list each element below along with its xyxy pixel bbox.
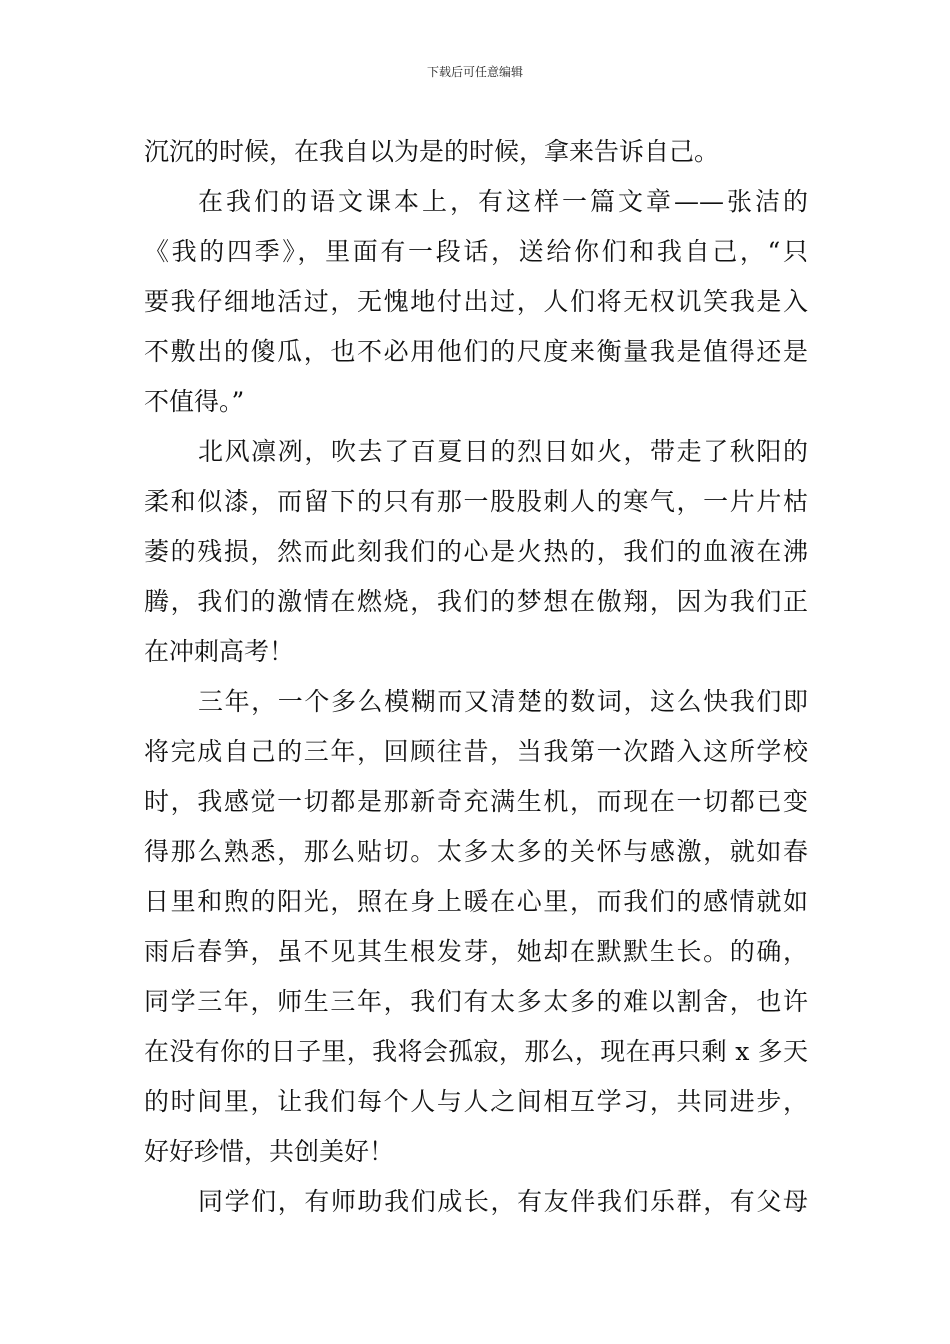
text-line: 在我们的语文课本上，有这样一篇文章——张洁的: [198, 187, 808, 216]
text-line: 同学三年，师生三年，我们有太多太多的难以割舍，也许: [144, 987, 808, 1016]
text-line: 雨后春笋，虽不见其生根发芽，她却在默默生长。的确，: [144, 937, 808, 966]
text-line: 不值得。”: [144, 387, 245, 416]
text-line: 沉沉的时候，在我自以为是的时候，拿来告诉自己。: [144, 137, 720, 166]
text-line: 萎的残损，然而此刻我们的心是火热的，我们的血液在沸: [144, 537, 808, 566]
text-line: 时，我感觉一切都是那新奇充满生机，而现在一切都已变: [144, 787, 808, 816]
text-line: 同学们，有师助我们成长，有友伴我们乐群，有父母: [198, 1187, 808, 1216]
text-line: 不敷出的傻瓜，也不必用他们的尺度来衡量我是值得还是: [144, 337, 808, 366]
text-line: 将完成自己的三年，回顾往昔，当我第一次踏入这所学校: [144, 737, 808, 766]
text-line: 在没有你的日子里，我将会孤寂，那么，现在再只剩 x 多天: [144, 1037, 808, 1066]
text-line: 日里和煦的阳光，照在身上暖在心里，而我们的感情就如: [144, 887, 808, 916]
text-line: 的时间里，让我们每个人与人之间相互学习，共同进步，: [144, 1087, 808, 1116]
text-line: 柔和似漆，而留下的只有那一股股刺人的寒气，一片片枯: [144, 487, 808, 516]
page-header-note: 下载后可任意编辑: [426, 65, 523, 79]
text-line: 三年，一个多么模糊而又清楚的数词，这么快我们即: [198, 687, 808, 716]
text-line: 《我的四季》，里面有一段话，送给你们和我自己，“只: [144, 237, 808, 266]
text-line: 北风凛冽，吹去了百夏日的烈日如火，带走了秋阳的: [198, 437, 808, 466]
text-line: 腾，我们的激情在燃烧，我们的梦想在傲翔，因为我们正: [144, 587, 808, 616]
text-line: 在冲刺高考！: [144, 637, 295, 666]
document-body: [144, 127, 808, 1227]
text-line: 要我仔细地活过，无愧地付出过，人们将无权讥笑我是入: [144, 287, 808, 316]
text-line: 得那么熟悉，那么贴切。太多太多的关怀与感激，就如春: [144, 837, 808, 866]
text-line: 好好珍惜，共创美好！: [144, 1137, 395, 1166]
